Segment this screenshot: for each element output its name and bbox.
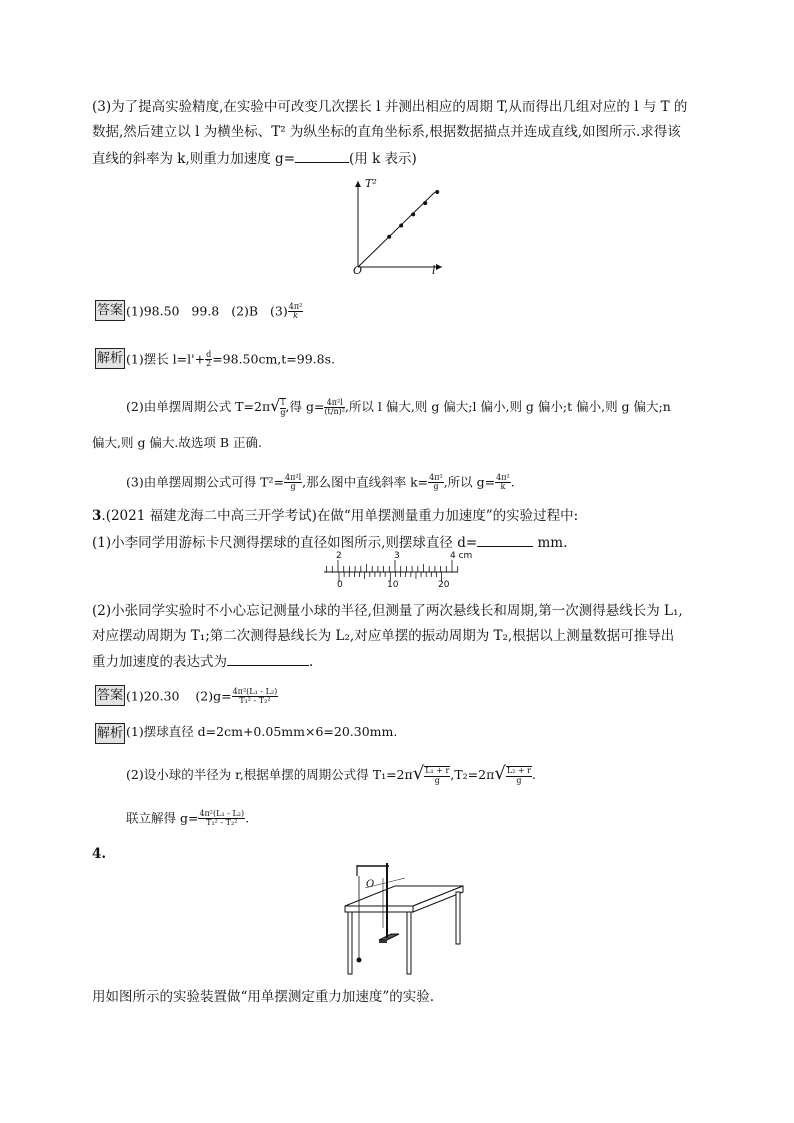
graph-y-label: T² bbox=[365, 177, 377, 190]
part3-line2: 数据,然后建立以 l 为横坐标、T² 为纵坐标的直角坐标系,根据数据描点并连成直线,如图所示.求得该 bbox=[92, 124, 681, 140]
caliper-main-label-3: 3 bbox=[394, 551, 400, 561]
q3-line4: 对应摆动周期为 T₁;第二次测得悬线长为 L₂,对应单摆的振动周期为 T₂,根据以上测量数据可推导出 bbox=[92, 628, 675, 644]
analysis-tag-2: 解析 bbox=[95, 723, 125, 744]
caliper-main-label-2: 2 bbox=[336, 551, 342, 561]
answer-tag-2: 答案 bbox=[95, 685, 125, 706]
answer-blank-g[interactable] bbox=[295, 151, 349, 163]
graph-x-label: l bbox=[432, 264, 436, 277]
pendulum-apparatus bbox=[335, 858, 465, 983]
analysis1-line3: 偏大,则 g 偏大.故选项 B 正确. bbox=[92, 435, 263, 450]
part3-line1: (3)为了提高实验精度,在实验中可改变几次摆长 l 并测出相应的周期 T,从而得出几组对应的 l 与 T 的 bbox=[92, 99, 688, 115]
analysis1-line2: (2)由单摆周期公式 T=2π√ $\frac{l}{g}$ ,得 g= $\frac{\text{4π²l}}{\text{(t/n)²}}$ ,所以 l 偏大,则 g 偏大;l 偏小,则 g 偏小;t 偏小,则 g 偏大;n bbox=[126, 396, 671, 417]
answer-blank-g-expr[interactable] bbox=[227, 654, 309, 666]
answer1-part1b: 99.8 bbox=[191, 303, 220, 319]
part3-line3-b: (用 k 表示) bbox=[349, 151, 417, 167]
q3-line5: 重力加速度的表达式为 . bbox=[92, 654, 314, 670]
analysis2-line2: (2)设小球的半径为 r,根据单摆的周期公式得 T₁=2π√ $\frac{\text{L₁ + r}}{g}$ ,T₂=2π√ $\frac{\text{L₂ + r}}{g}$ . bbox=[126, 763, 536, 785]
caliper-vernier-label-20: 20 bbox=[438, 580, 450, 590]
analysis2-line3: 联立解得 g= $\frac{\text{4π²(L₁ - L₂)}}{\text{T₁² - T₂²}}$ . bbox=[126, 809, 250, 828]
caliper-scales bbox=[324, 560, 458, 582]
q3-number: 3 bbox=[92, 508, 102, 524]
answer1-part2: (2)B bbox=[231, 303, 259, 319]
q4-line1: 用如图所示的实验装置做“用单摆测定重力加速度”的实验. bbox=[92, 989, 435, 1005]
analysis2-line1: (1)摆球直径 d=2cm+0.05mm×6=20.30mm. bbox=[126, 724, 398, 739]
answer1-text bbox=[126, 303, 303, 321]
caliper-vernier-label-10: 10 bbox=[387, 580, 399, 590]
answer1-part3: (3) bbox=[270, 303, 288, 319]
data-point bbox=[399, 224, 403, 228]
part3-line3-a: 直线的斜率为 k,则重力加速度 g= bbox=[92, 151, 296, 167]
q3-line1: 3.(2021 福建龙海二中高三开学考试)在做“用单摆测量重力加速度”的实验过程中: bbox=[92, 508, 579, 524]
pivot-label: O bbox=[366, 879, 375, 890]
graph-origin-label: O bbox=[353, 264, 363, 277]
part3-line3 bbox=[92, 151, 417, 167]
answer1-part1: (1)98.50 bbox=[126, 303, 180, 319]
caliper-vernier-label-0: 0 bbox=[337, 580, 343, 590]
caliper-main-label-4: 4 cm bbox=[450, 551, 473, 561]
q3-line2: (1)小李同学用游标卡尺测得摆球的直径如图所示,则摆球直径 d= mm. bbox=[92, 535, 568, 551]
data-point bbox=[387, 235, 391, 239]
data-point bbox=[435, 190, 439, 194]
data-point bbox=[423, 201, 427, 205]
answer-blank-d[interactable] bbox=[477, 535, 533, 547]
analysis1-line1: (1)摆长 l=l'+ $\frac{d}{2}$ =98.50cm,t=99.8s. bbox=[126, 350, 335, 369]
answer1-fraction: $\frac{\text{4π²}}{k}$ bbox=[288, 302, 303, 321]
analysis1-line4: (3)由单摆周期公式可得 T²= $\frac{\text{4π²l}}{g}$ ,那么图中直线斜率 k= $\frac{\text{4π²}}{g}$ ,所以 g= $\frac{\text{4π²}}{k}$ . bbox=[126, 473, 515, 492]
answer2-text: (1)20.30 (2)g= $\frac{\text{4π²(L₁ - L₂)}}{\text{T₁² - T₂²}}$ bbox=[126, 687, 278, 706]
q3-line3: (2)小张同学实验时不小心忘记测量小球的半径,但测量了两次悬线长和周期,第一次测得悬线长为 L₁, bbox=[92, 603, 683, 619]
answer-tag-1: 答案 bbox=[95, 300, 125, 321]
data-point bbox=[411, 212, 415, 216]
q4-number: 4. bbox=[92, 846, 107, 862]
analysis-tag-1: 解析 bbox=[95, 348, 125, 369]
